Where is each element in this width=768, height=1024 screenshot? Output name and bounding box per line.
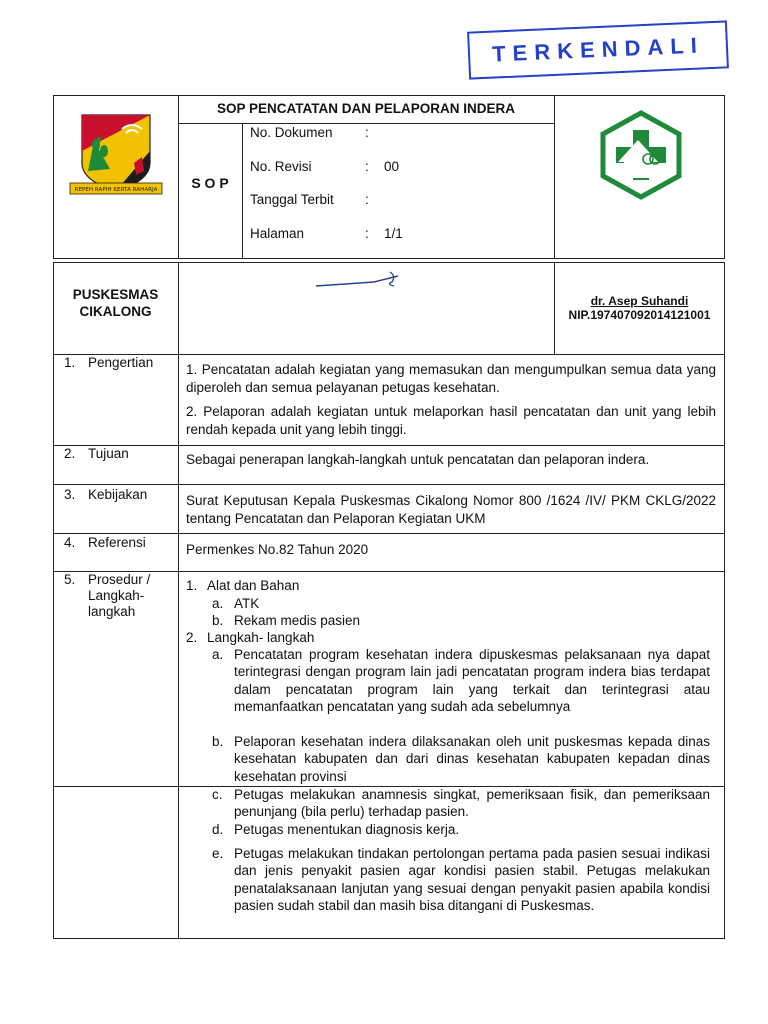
prosedur-h1-num: 1. bbox=[186, 578, 198, 593]
label-pengertian: 1. Pengertian bbox=[64, 355, 154, 370]
pengertian-point-2: 2. Pelaporan adalah kegiatan untuk melaporkan hasil pencatatan dan unit yang lebih rendah kepada unit yang lebih tinggi. bbox=[186, 404, 716, 437]
tujuan-text: Sebagai penerapan langkah-langkah untuk pencatatan dan pelaporan indera. bbox=[186, 452, 650, 467]
pengertian-point-1: 1. Pencatatan adalah kegiatan yang memasukan dan mengumpulkan semua data yang diperoleh dan semua pelayanan petugas kesehatan. bbox=[186, 362, 716, 395]
step-c-text: Petugas melakukan anamnesis singkat, pemeriksaan fisik, dan pemeriksaan penunjang (bila perlu) terhadap pasien. bbox=[234, 787, 710, 820]
step-b-num: b. bbox=[212, 734, 224, 749]
signatory-nip: NIP.197407092014121001 bbox=[568, 308, 711, 322]
step-e-text: Petugas melakukan tindakan pertolongan pertama pada pasien sesuai indikasi dan jenis penyakit pasien agar kondisi pasien stabil. Petugas melakukan penatalaksanaan lanjutan yang sesuai dengan penyakit pasien apabila kondisi pasien sudah stabil dan masih bisa ditangani di Puskesmas. bbox=[234, 846, 710, 913]
prosedur-a-num: a. bbox=[212, 596, 224, 611]
svg-text:REPEH RAPIH KERTA RAHARJA: REPEH RAPIH KERTA RAHARJA bbox=[74, 187, 158, 193]
org-name-line1: PUSKESMAS bbox=[72, 287, 159, 302]
field-label-halaman: Halaman bbox=[250, 226, 305, 241]
field-value-halaman: 1/1 bbox=[384, 226, 403, 241]
prosedur-h1: Alat dan Bahan bbox=[207, 578, 300, 593]
field-label-no-dokumen: No. Dokumen bbox=[250, 125, 333, 140]
sop-label: S O P bbox=[191, 175, 229, 191]
field-value-no-revisi: 00 bbox=[384, 159, 400, 174]
step-d-num: d. bbox=[212, 822, 224, 837]
kebijakan-text: Surat Keputusan Kepala Puskesmas Cikalong Nomor 800 /1624 /IV/ PKM CKLG/2022 tentang Pencatatan dan Pelaporan Kegiatan UKM bbox=[186, 493, 716, 526]
field-sep-tanggal-terbit: : bbox=[365, 192, 369, 207]
label-referensi: 4. Referensi bbox=[64, 535, 146, 550]
step-a-text: Pencatatan program kesehatan indera dipuskesmas pelaksanaan nya dapat terintegrasi dengan program lain jadi pencatatan program indera bias terdapat dalam pencatatan program lain yang terkait dan terintegrasi atau memanfaatkan pencatatan yang sudah ada sebelumnya bbox=[234, 647, 710, 714]
signatory-name: dr. Asep Suhandi bbox=[590, 294, 689, 308]
org-name-line2: CIKALONG bbox=[79, 304, 152, 319]
prosedur-h2-num: 2. bbox=[186, 630, 198, 645]
label-kebijakan: 3. Kebijakan bbox=[64, 487, 148, 502]
prosedur-a: ATK bbox=[234, 596, 260, 611]
prosedur-b: Rekam medis pasien bbox=[234, 613, 361, 628]
step-d-text: Petugas menentukan diagnosis kerja. bbox=[234, 822, 460, 837]
sop-title: SOP PENCATATAN DAN PELAPORAN INDERA bbox=[216, 101, 515, 116]
label-prosedur: 5. Prosedur / Langkah- langkah bbox=[64, 572, 151, 619]
puskesmas-logo bbox=[596, 110, 686, 200]
referensi-text: Permenkes No.82 Tahun 2020 bbox=[186, 542, 369, 557]
step-b-text: Pelaporan kesehatan indera dilaksanakan oleh unit puskesmas kepada dinas kesehatan kabupaten dan dari dinas kesehatan kabupaten kepadan dinas kesehatan provinsi bbox=[234, 734, 710, 784]
district-logo bbox=[66, 111, 166, 199]
field-sep-halaman: : bbox=[365, 226, 369, 241]
step-c-num: c. bbox=[212, 787, 223, 802]
signature bbox=[314, 270, 404, 292]
prosedur-h2: Langkah- langkah bbox=[207, 630, 315, 645]
field-label-tanggal-terbit: Tanggal Terbit bbox=[250, 192, 334, 207]
step-e-num: e. bbox=[212, 846, 224, 861]
prosedur-b-num: b. bbox=[212, 613, 224, 628]
field-label-no-revisi: No. Revisi bbox=[250, 159, 312, 174]
terkendali-stamp: TERKENDALI bbox=[467, 20, 729, 79]
step-a-num: a. bbox=[212, 647, 224, 662]
field-sep-no-dokumen: : bbox=[365, 125, 369, 140]
label-tujuan: 2. Tujuan bbox=[64, 446, 129, 461]
field-sep-no-revisi: : bbox=[365, 159, 369, 174]
